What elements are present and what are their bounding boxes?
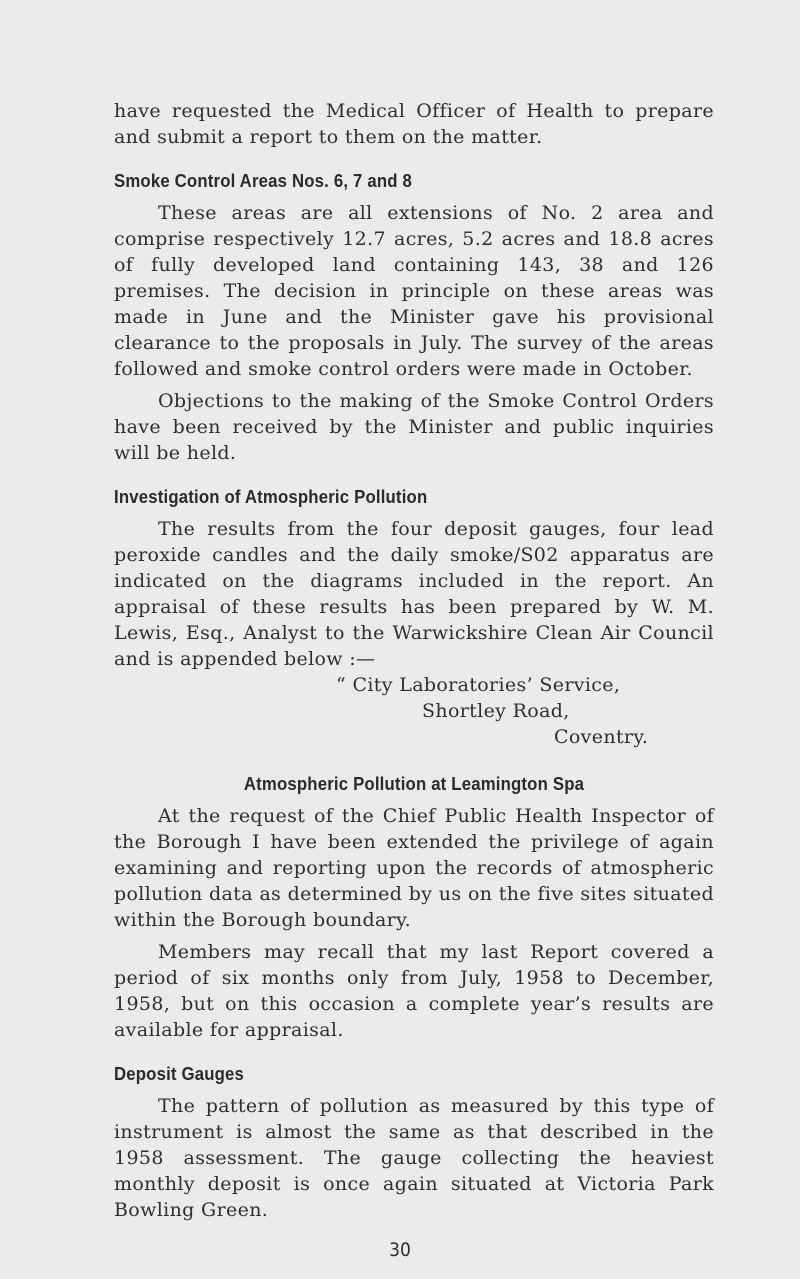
page-body: [114, 98, 714, 1223]
investigation-paragraph-1: The results from the four deposit gauges, four lead peroxide candles and the daily smoke/S02 apparatus are indicated on the diagrams included in the report. An appraisal of these results has been prepared by W. M. Lewis, Esq., Analyst to the Warwickshire Clean Air Council and is appended below :—: [114, 518, 714, 670]
smoke-control-heading: Smoke Control Areas Nos. 6, 7 and 8: [114, 171, 413, 191]
deposit-gauges-paragraph-1: The pattern of pollution as measured by this type of instrument is almost the same as that described in the 1958 assessment. The gauge collecting the heaviest monthly deposit is once again situated at Victoria Park Bowling Green.: [114, 1095, 714, 1221]
address-block: [114, 672, 714, 750]
smoke-control-paragraph-1: These areas are all extensions of No. 2 area and comprise respectively 12.7 acres, 5.2 acres and 18.8 acres of fully developed land containing 143, 38 and 126 premises. The decision in principle on these areas was made in June and the Minister gave his provisional clearance to the proposals in July. The survey of the areas followed and smoke control orders were made in October.: [114, 202, 714, 380]
address-line-1: “ City Laboratories’ Service,: [336, 674, 621, 696]
leamington-heading: Atmospheric Pollution at Leamington Spa: [243, 774, 585, 794]
address-line-3: Coventry.: [554, 726, 649, 748]
intro-paragraph: have requested the Medical Officer of Health to prepare and submit a report to them on the matter.: [114, 100, 714, 148]
leamington-paragraph-1: At the request of the Chief Public Health Inspector of the Borough I have been extended the privilege of again examining and reporting upon the records of atmospheric pollution data as determined by us on the five sites situated within the Borough boundary.: [114, 805, 714, 931]
address-line-2: Shortley Road,: [422, 700, 570, 722]
page-number: 30: [389, 1239, 411, 1261]
smoke-control-paragraph-2: Objections to the making of the Smoke Control Orders have been received by the Minister and public inquiries will be held.: [114, 390, 714, 464]
deposit-gauges-heading: Deposit Gauges: [114, 1064, 245, 1084]
investigation-heading: Investigation of Atmospheric Pollution: [114, 487, 428, 507]
leamington-paragraph-2: Members may recall that my last Report covered a period of six months only from July, 1958 to December, 1958, but on this occasion a complete year’s results are available for appraisal.: [114, 941, 714, 1041]
